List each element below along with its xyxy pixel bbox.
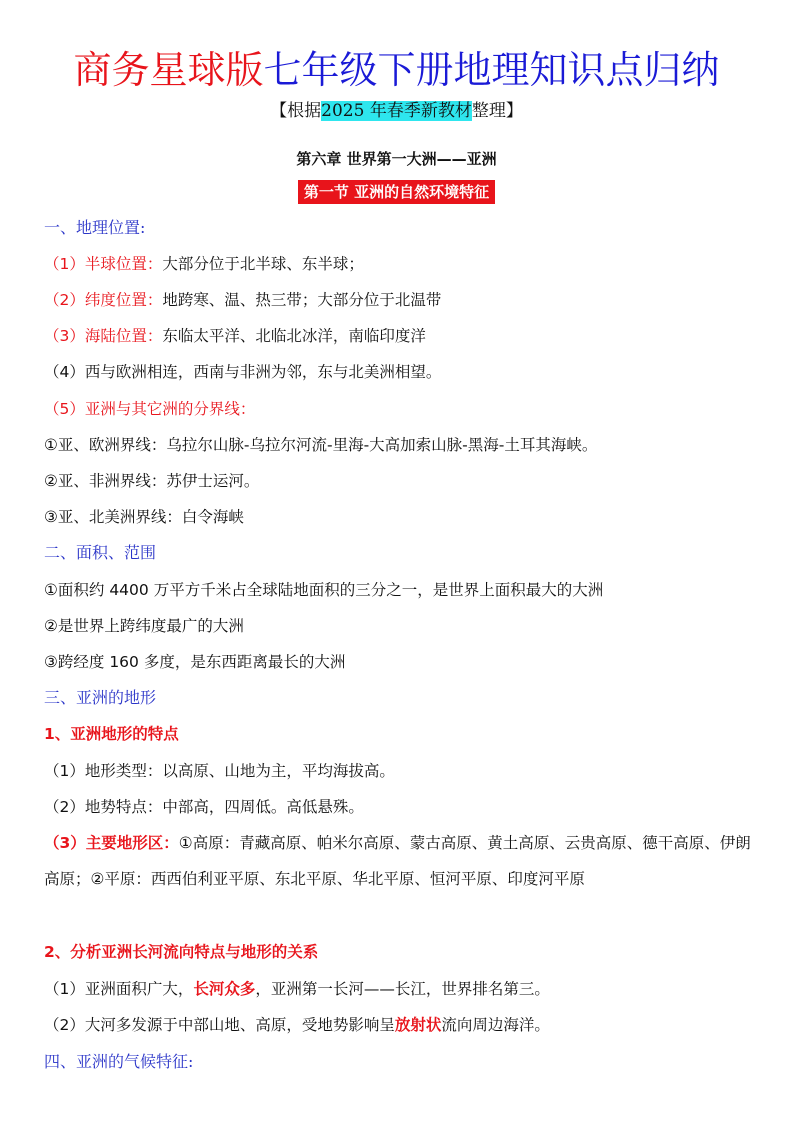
location-neighbors: （4）西与欧洲相连，西南与非洲为邻，东与北美洲相望。	[44, 363, 442, 381]
boundary-north-america: ③亚、北美洲界线：白令海峡	[44, 508, 244, 526]
subtitle-before: 【根据	[270, 101, 322, 121]
sea-land-text: 东临太平洋、北临北冰洋，南临印度洋	[162, 327, 426, 345]
location-latitude	[44, 288, 756, 312]
terrain-elevation: （2）地势特点：中部高，四周低。高低悬殊。	[44, 798, 364, 816]
area-item-3: ③跨经度 160 多度，是东西距离最长的大洲	[44, 653, 346, 671]
heading-climate: 四、亚洲的气候特征:	[44, 1052, 194, 1071]
section-title: 第一节 亚洲的自然环境特征	[298, 180, 495, 204]
location-sea-land	[44, 324, 756, 348]
section-title-wrap	[0, 180, 793, 204]
subtitle-highlight: 2025 年春季新教材	[321, 101, 472, 121]
heading-terrain: 三、亚洲的地形	[44, 688, 157, 707]
terrain-regions-label: （3）主要地形区：	[44, 834, 179, 852]
latitude-label: （2）纬度位置：	[44, 291, 163, 309]
rivers-1-emphasis: 长河众多	[193, 980, 256, 998]
rivers-item-2	[44, 1013, 756, 1037]
terrain-sub-heading-2: 2、分析亚洲长河流向特点与地形的关系	[44, 943, 319, 961]
subtitle-after: 整理】	[471, 101, 523, 121]
rivers-2-c: 流向周边海洋。	[441, 1016, 550, 1034]
page-subtitle	[0, 98, 793, 124]
heading-location: 一、地理位置:	[44, 218, 146, 237]
rivers-2-emphasis: 放射状	[394, 1016, 442, 1034]
terrain-sub-heading-1: 1、亚洲地形的特点	[44, 725, 179, 743]
latitude-text: 地跨寒、温、热三带；大部分位于北温带	[162, 291, 442, 309]
terrain-type: （1）地形类型：以高原、山地为主，平均海拔高。	[44, 762, 395, 780]
boundary-europe: ①亚、欧洲界线：乌拉尔山脉-乌拉尔河流-里海-大高加索山脉-黑海-土耳其海峡。	[44, 436, 598, 454]
title-main: 七年级下册地理知识点归纳	[263, 48, 720, 92]
rivers-1-c: ，亚洲第一长河——长江，世界排名第三。	[255, 980, 550, 998]
chapter-title: 第六章 世界第一大洲——亚洲	[296, 150, 497, 168]
boundary-heading: （5）亚洲与其它洲的分界线：	[44, 400, 256, 418]
heading-area: 二、面积、范围	[44, 543, 157, 562]
rivers-1-a: （1）亚洲面积广大，	[44, 980, 194, 998]
sea-land-label: （3）海陆位置：	[44, 327, 163, 345]
rivers-item-1	[44, 977, 756, 1001]
terrain-regions	[44, 826, 756, 897]
boundary-africa: ②亚、非洲界线：苏伊士运河。	[44, 472, 260, 490]
area-item-1: ①面积约 4400 万平方千米占全球陆地面积的三分之一，是世界上面积最大的大洲	[44, 581, 604, 599]
area-item-2: ②是世界上跨纬度最广的大洲	[44, 617, 244, 635]
hemisphere-text: 大部分位于北半球、东半球；	[162, 255, 364, 273]
location-hemisphere	[44, 252, 756, 276]
rivers-2-a: （2）大河多发源于中部山地、高原，受地势影响呈	[44, 1016, 395, 1034]
hemisphere-label: （1）半球位置：	[44, 255, 163, 273]
terrain-regions-text: ①高原：青藏高原、帕米尔高原、蒙古高原、黄土高原、云贵高原、德干高原、伊朗高原；②平原：西西伯利亚平原、东北平原、华北平原、恒河平原、印度河平原	[44, 834, 751, 888]
page-title	[0, 44, 793, 96]
title-publisher: 商务星球版	[73, 48, 264, 92]
